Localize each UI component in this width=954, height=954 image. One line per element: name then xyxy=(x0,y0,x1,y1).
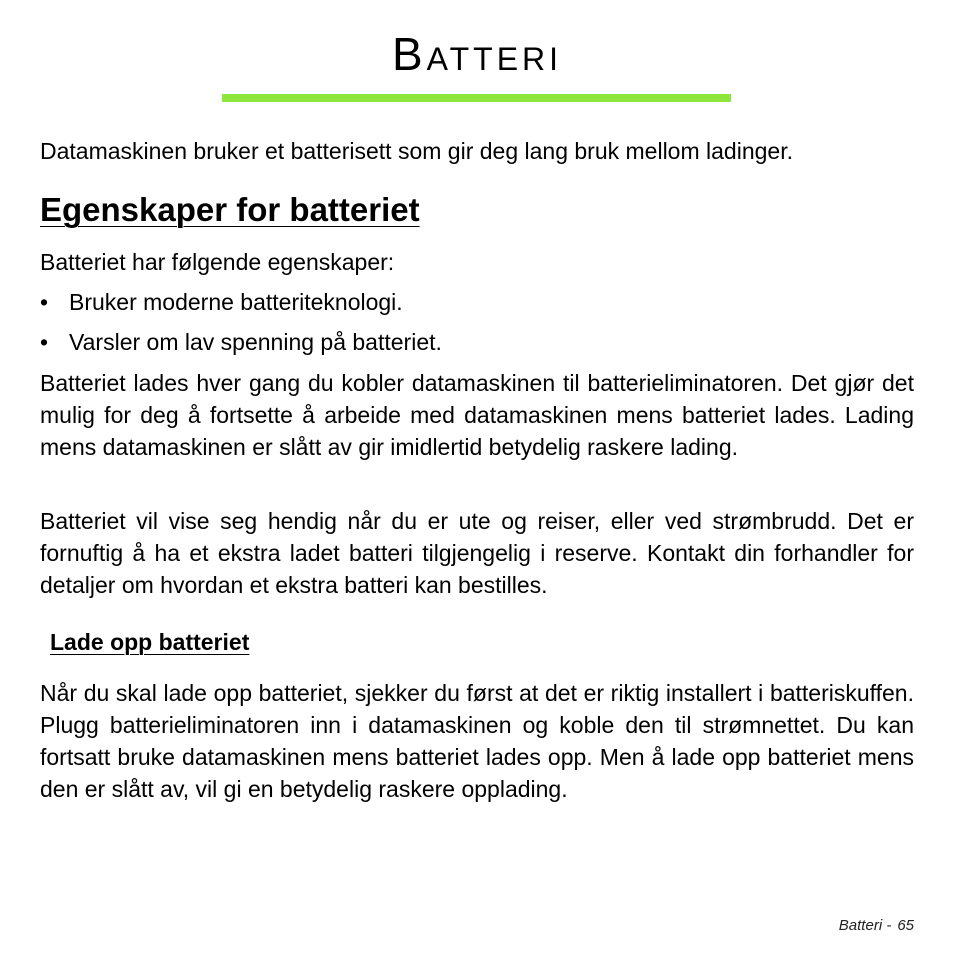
section-heading: Egenskaper for batteriet xyxy=(40,191,420,228)
footer-label: Batteri - xyxy=(838,917,892,934)
list-item-text: Varsler om lav spenning på batteriet. xyxy=(69,329,442,355)
bullet-icon: • xyxy=(40,289,49,315)
bullet-icon: • xyxy=(40,329,49,355)
body-paragraph: Batteriet vil vise seg hendig når du er ute og reiser, eller ved strømbrudd. Det er fornuftig å ha et ekstra ladet batteri tilgjengelig i reserve. Kontakt din forhandler for detaljer om hvordan et ekstra batteri kan bestilles. xyxy=(40,508,914,598)
page-number: 65 xyxy=(897,917,914,934)
list-item xyxy=(40,286,914,326)
intro-paragraph: Datamaskinen bruker et batterisett som gir deg lang bruk mellom ladinger. xyxy=(40,138,793,164)
subsection-heading: Lade opp batteriet xyxy=(50,629,250,655)
title-accent-rule xyxy=(222,94,731,102)
list-item-text: Bruker moderne batteriteknologi. xyxy=(69,289,403,315)
feature-list xyxy=(40,286,914,366)
section-lead: Batteriet har følgende egenskaper: xyxy=(40,249,395,275)
body-paragraph: Batteriet lades hver gang du kobler datamaskinen til batterieliminatoren. Det gjør det mulig for deg å fortsette å arbeide med datamaskinen mens batteriet lades. Lading mens datamaskinen er slått av gir imidlertid betydelig raskere lading. xyxy=(40,370,914,460)
subsection-paragraph: Når du skal lade opp batteriet, sjekker du først at det er riktig installert i batteriskuffen. Plugg batterieliminatoren inn i datamaskinen og koble den til strømnettet. Du kan fortsatt bruke datamaskinen mens batteriet lades opp. Men å lade opp batteriet mens den er slått av, vil gi en betydelig raskere opplading. xyxy=(40,680,914,802)
page-footer xyxy=(839,916,914,936)
chapter-title: Batteri xyxy=(391,28,563,80)
list-item xyxy=(40,326,914,366)
